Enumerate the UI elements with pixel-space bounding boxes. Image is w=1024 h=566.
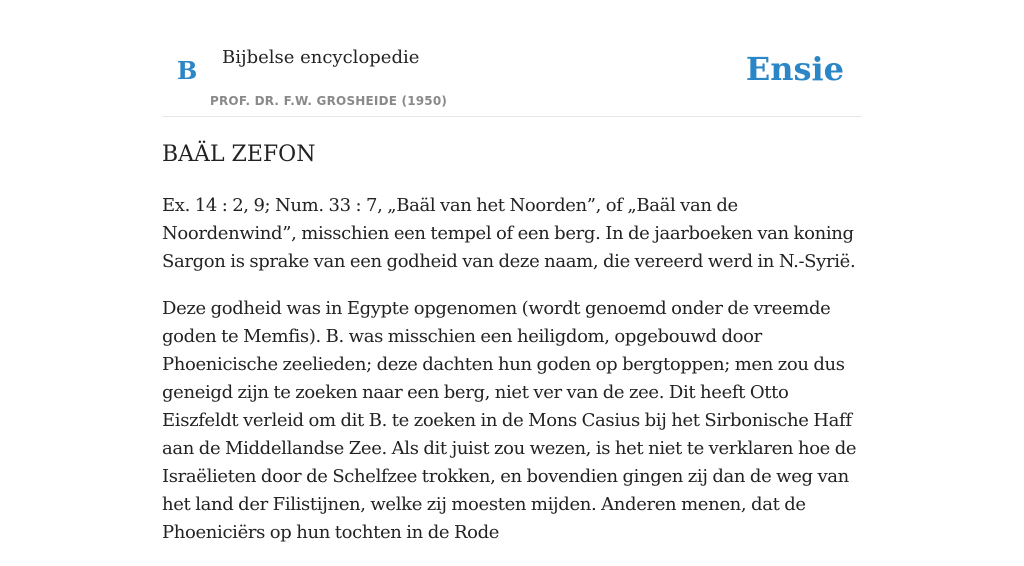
book-badge[interactable]: B [177,56,198,85]
entry-body [162,192,862,566]
book-title-link[interactable]: Bijbelse encyclopedie [222,47,420,68]
entry-paragraph: Ex. 14 : 2, 9; Num. 33 : 7, „Baäl van het Noorden”, of „Baäl van de Noordenwind”, misschien een tempel of een berg. In de jaarboeken van koning Sargon is sprake van een godheid van deze naam, die vereerd werd in N.-Syrië. [162,195,856,272]
ensie-logo[interactable]: Ensie [745,50,844,88]
entry-title: BAÄL ZEFON [162,142,316,167]
entry-paragraph: Deze godheid was in Egypte opgenomen (wordt genoemd onder de vreemde goden te Memfis). B. was misschien een heiligdom, opgebouwd door Phoenicische zeelieden; deze dachten hun goden op bergtoppen; men zou dus geneigd zijn te zoeken naar een berg, niet ver van de zee. Dit heeft Otto Eiszfeldt verleid om dit B. te zoeken in de Mons Casius bij het Sirbonische Haff aan de Middellandse Zee. Als dit juist zou wezen, is het niet te verklaren hoe de Israëlieten door de Schelfzee trokken, en bovendien gingen zij dan de weg van het land der Filistijnen, welke zij moesten mijden. Anderen menen, dat de Phoeniciërs op hun tochten in de Rode [162,298,857,543]
book-header [162,0,862,117]
book-author: PROF. DR. F.W. GROSHEIDE (1950) [210,94,448,108]
